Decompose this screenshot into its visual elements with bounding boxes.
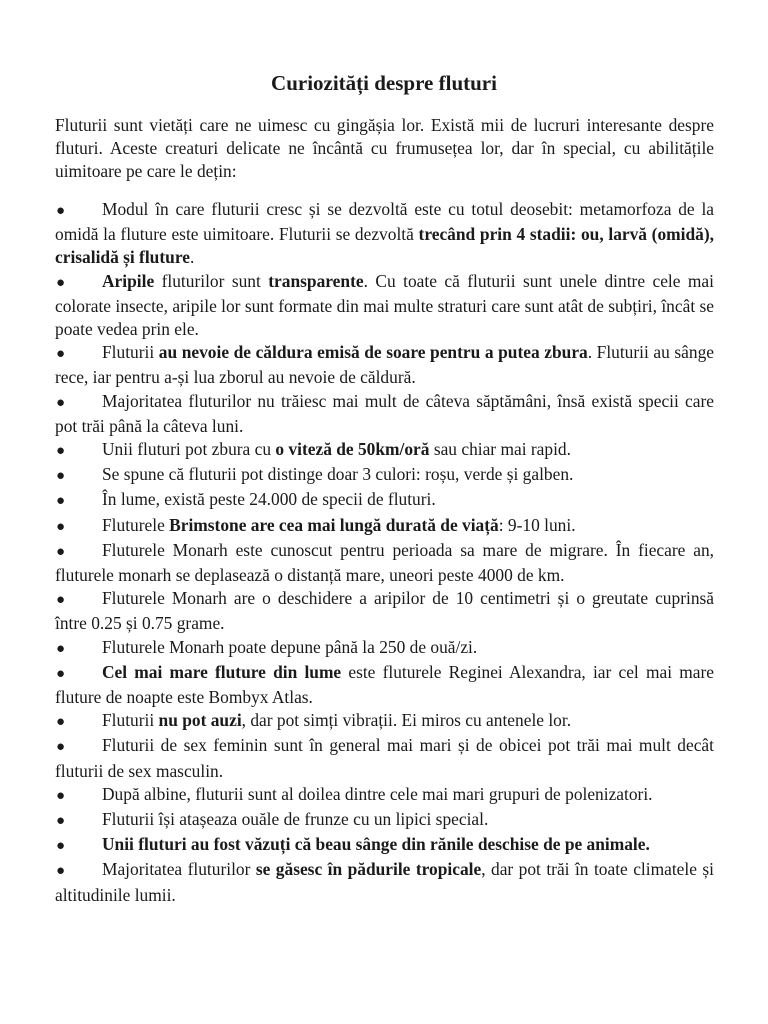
bullet-icon: ● [56, 665, 66, 682]
bullet-icon: ● [56, 394, 66, 411]
list-item: ● În lume, există peste 24.000 de specii de fluturi. [55, 488, 714, 513]
list-item: ● Fluturele Brimstone are cea mai lungă durată de viață: 9-10 luni. [55, 514, 714, 539]
list-item: ● Unii fluturi au fost văzuți că beau sânge din rănile deschise de pe animale. [55, 833, 714, 858]
bullet-icon: ● [56, 787, 66, 804]
list-item: ● Fluturii își atașeaza ouăle de frunze cu un lipici special. [55, 808, 714, 833]
list-item: ● Cel mai mare fluture din lume este fluturele Reginei Alexandra, iar cel mai mare fluture de noapte este Bombyx Atlas. [55, 661, 714, 708]
bullet-icon: ● [56, 493, 66, 510]
list-item: ● Fluturii au nevoie de căldura emisă de soare pentru a putea zbura. Fluturii au sânge rece, iar pentru a-și lua zborul au nevoie de căldură. [55, 342, 714, 388]
bullet-icon: ● [56, 468, 66, 485]
bullet-icon: ● [56, 443, 66, 460]
list-item: ● Unii fluturi pot zbura cu o viteză de 50km/oră sau chiar mai rapid. [55, 438, 714, 463]
list-item: ● Fluturele Monarh are o deschidere a aripilor de 10 centimetri și o greutate cuprinsă între 0.25 și 0.75 grame. [55, 588, 714, 634]
facts-list [55, 198, 714, 907]
list-item: ● După albine, fluturii sunt al doilea dintre cele mai mari grupuri de polenizatori. [55, 783, 714, 808]
intro-paragraph: Fluturii sunt vietăți care ne uimesc cu gingășia lor. Există mii de lucruri interesante despre fluturi. Aceste creaturi delicate ne încântă cu frumusețea lor, dar în special, cu abilitățile uimitoare pe care le dețin: [55, 115, 714, 181]
bullet-icon: ● [56, 640, 66, 657]
bullet-icon: ● [56, 838, 66, 855]
bullet-icon: ● [56, 863, 66, 880]
bullet-icon: ● [56, 203, 66, 219]
list-item: ● Fluturele Monarh este cunoscut pentru perioada sa mare de migrare. În fiecare an, fluturele monarh se deplasează o distanță mare, uneori peste 4000 de km. [55, 539, 714, 586]
list-item: ● Fluturii de sex feminin sunt în general mai mari și de obicei pot trăi mai mult decât fluturii de sex masculin. [55, 735, 714, 781]
list-item: ● Fluturele Monarh poate depune până la 250 de ouă/zi. [55, 636, 714, 661]
bullet-icon: ● [56, 592, 66, 609]
list-item: ● Majoritatea fluturilor nu trăiesc mai mult de câteva săptămâni, însă există specii care pot trăi până la câteva luni. [55, 390, 714, 436]
bullet-icon: ● [56, 346, 66, 363]
bullet-icon: ● [56, 739, 66, 756]
bullet-icon: ● [56, 274, 66, 291]
list-item: ● Majoritatea fluturilor se găsesc în pădurile tropicale, dar pot trăi în toate climatele și altitudinile lumii. [55, 859, 714, 905]
list-item: ● Fluturii nu pot auzi, dar pot simți vibrații. Ei miros cu antenele lor. [55, 709, 714, 734]
bullet-icon: ● [56, 518, 66, 535]
bullet-icon: ● [56, 543, 66, 560]
list-item: ● Aripile fluturilor sunt transparente. Cu toate că fluturii sunt unele dintre cele mai colorate insecte, aripile lor sunt formate din mai multe straturi care sunt atât de subțiri, încât se poate vedea prin ele. [55, 270, 714, 340]
list-item: ● Se spune că fluturii pot distinge doar 3 culori: roșu, verde și galben. [55, 463, 714, 488]
bullet-icon: ● [56, 813, 66, 830]
page-title: Curiozități despre fluturi [271, 71, 497, 95]
list-item: ● Modul în care fluturii cresc și se dezvoltă este cu totul deosebit: metamorfoza de la omidă la fluture este uimitoare. Fluturii se dezvoltă trecând prin 4 stadii: ou, larvă (omidă), crisalidă și fluture. [55, 199, 714, 268]
bullet-icon: ● [56, 714, 66, 731]
